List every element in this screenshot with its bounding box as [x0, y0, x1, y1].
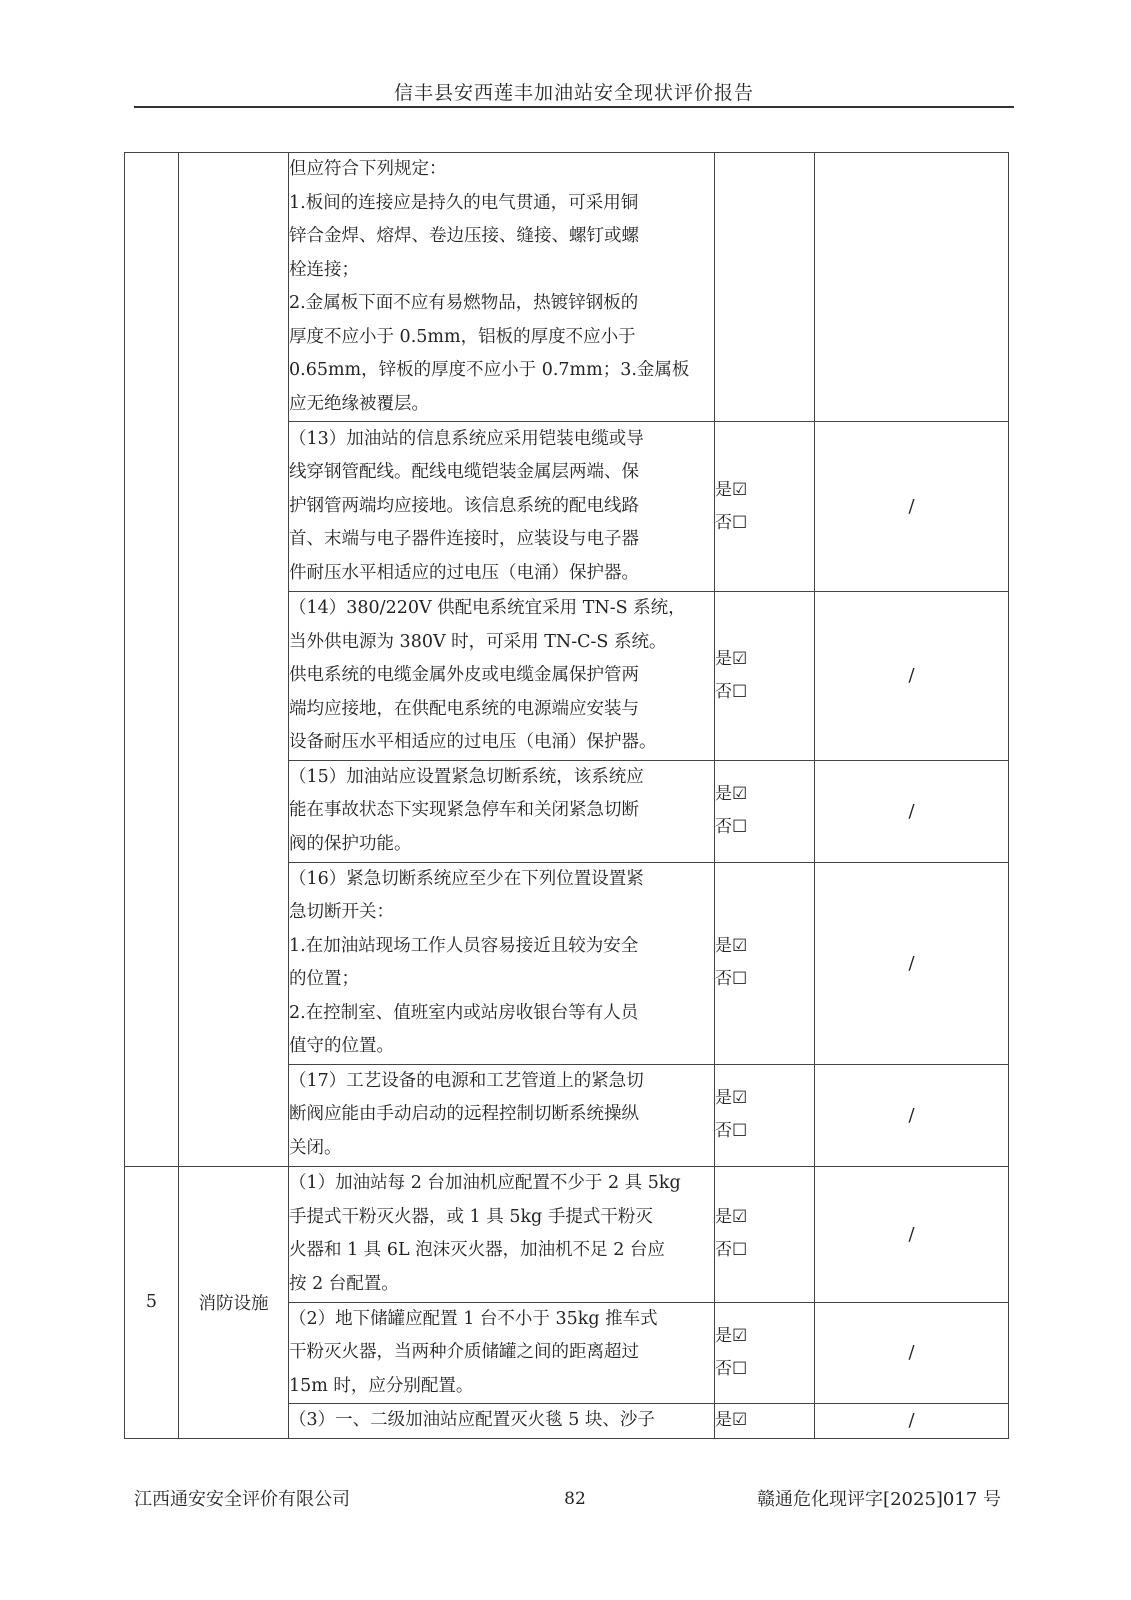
requirement-text: 断阀应能由手动启动的远程控制切断系统操纵 [289, 1104, 639, 1125]
requirement-text: 的位置； [289, 969, 359, 989]
requirement-text: 件耐压水平相适应的过电压（电涌）保护器。 [289, 562, 639, 583]
table-row [125, 153, 1009, 422]
requirement-cell [289, 760, 715, 862]
item-cell [179, 153, 289, 1167]
requirement-cell [289, 1404, 715, 1439]
result-cell [715, 592, 815, 761]
result-cell [715, 422, 815, 592]
requirement-text: （17）工艺设备的电源和工艺管道上的紧急切 [289, 1070, 644, 1091]
result-cell [715, 862, 815, 1064]
footer-doc-number: 赣通危化现评字[2025]017 号 [757, 1489, 1001, 1510]
footer-company: 江西通安安全评价有限公司 [134, 1489, 350, 1510]
remark-cell: / [815, 1166, 1009, 1302]
requirement-text: 能在事故状态下实现紧急停车和关闭紧急切断 [289, 800, 639, 821]
result-yes-checkbox: 是☑ [715, 1088, 748, 1108]
requirement-text: （16）紧急切断系统应至少在下列位置设置紧 [289, 868, 644, 889]
requirement-text: 端均应接地，在供配电系统的电源端应安装与 [289, 698, 639, 719]
requirement-text: 值守的位置。 [289, 1036, 394, 1056]
remark-cell: / [815, 760, 1009, 862]
result-yes-checkbox: 是☑ [715, 936, 748, 956]
requirement-text: 供电系统的电缆金属外皮或电缆金属保护管两 [289, 665, 639, 685]
requirement-text: 1.板间的连接应是持久的电气贯通，可采用铜 [289, 192, 639, 213]
requirement-text: 设备耐压水平相适应的过电压（电涌）保护器。 [289, 732, 657, 752]
remark-cell: / [815, 422, 1009, 592]
result-no-checkbox: 否☐ [715, 817, 748, 837]
table-row [125, 1166, 1009, 1302]
requirement-text: （3）一、二级加油站应配置灭火毯 5 块、沙子 [289, 1410, 655, 1430]
requirement-cell [289, 153, 715, 422]
result-yes-checkbox: 是☑ [715, 648, 748, 669]
result-cell [715, 1404, 815, 1439]
section-title: 消防设施 [179, 1166, 289, 1438]
result-no-checkbox: 否☐ [715, 1121, 748, 1141]
result-yes-checkbox: 是☑ [715, 784, 748, 804]
requirement-text: （15）加油站应设置紧急切断系统，该系统应 [289, 766, 644, 787]
requirement-cell [289, 592, 715, 761]
requirement-text: 阀的保护功能。 [289, 833, 412, 854]
requirement-text: （2）地下储罐应配置 1 台不小于 35kg 推车式 [289, 1308, 658, 1329]
requirement-text: 关闭。 [289, 1137, 342, 1158]
remark-cell: / [815, 1064, 1009, 1166]
requirement-text: 护钢管两端均应接地。该信息系统的配电线路 [289, 495, 639, 516]
section-number: 5 [125, 1166, 179, 1438]
result-cell [715, 760, 815, 862]
requirement-text: 急切断开关： [289, 902, 394, 922]
requirement-text: 应无绝缘被覆层。 [289, 393, 429, 414]
requirement-text: 但应符合下列规定： [289, 159, 447, 179]
serial-cell [125, 153, 179, 1167]
result-yes-checkbox: 是☑ [715, 1410, 748, 1431]
requirement-text: 15m 时，应分别配置。 [289, 1375, 474, 1396]
page-header: 信丰县安西莲丰加油站安全现状评价报告 [393, 82, 754, 104]
result-cell [715, 1166, 815, 1302]
result-yes-checkbox: 是☑ [715, 1325, 748, 1346]
result-yes-checkbox: 是☑ [715, 479, 748, 500]
result-cell [715, 1302, 815, 1404]
result-no-checkbox: 否☐ [715, 969, 748, 989]
requirement-cell [289, 1302, 715, 1404]
requirement-text: 当外供电源为 380V 时，可采用 TN-C-S 系统。 [289, 631, 667, 652]
page-number: 82 [564, 1489, 586, 1509]
evaluation-table [124, 152, 1009, 1439]
requirement-text: （14）380/220V 供配电系统宜采用 TN-S 系统， [289, 598, 686, 618]
requirement-text: 2.金属板下面不应有易燃物品，热镀锌钢板的 [289, 293, 639, 313]
requirement-text: 厚度不应小于 0.5mm，铝板的厚度不应小于 [289, 326, 636, 347]
requirement-text: 栓连接； [289, 259, 359, 280]
requirement-text: 线穿钢管配线。配线电缆铠装金属层两端、保 [289, 462, 639, 483]
requirement-text: 火器和 1 具 6L 泡沫灭火器，加油机不足 2 台应 [289, 1240, 665, 1260]
result-no-checkbox: 否☐ [715, 681, 748, 702]
requirement-text: （13）加油站的信息系统应采用铠装电缆或导 [289, 428, 644, 449]
result-no-checkbox: 否☐ [715, 1358, 748, 1379]
requirement-cell [289, 1064, 715, 1166]
requirement-text: 干粉灭火器，当两种介质储罐之间的距离超过 [289, 1342, 639, 1362]
header-rule [134, 106, 1014, 108]
remark-cell [815, 153, 1009, 422]
result-cell [715, 1064, 815, 1166]
remark-cell: / [815, 862, 1009, 1064]
result-yes-checkbox: 是☑ [715, 1207, 748, 1227]
requirement-text: 2.在控制室、值班室内或站房收银台等有人员 [289, 1002, 639, 1023]
requirement-text: 0.65mm，锌板的厚度不应小于 0.7mm；3.金属板 [289, 360, 690, 380]
remark-cell: / [815, 592, 1009, 761]
requirement-text: （1）加油站每 2 台加油机应配置不少于 2 具 5kg [289, 1173, 681, 1193]
requirement-text: 首、末端与电子器件连接时，应装设与电子器 [289, 529, 639, 550]
requirement-text: 按 2 台配置。 [289, 1273, 399, 1294]
remark-cell: / [815, 1302, 1009, 1404]
requirement-text: 1.在加油站现场工作人员容易接近且较为安全 [289, 935, 639, 956]
result-no-checkbox: 否☐ [715, 1240, 748, 1260]
remark-cell: / [815, 1404, 1009, 1439]
requirement-text: 锌合金焊、熔焊、卷边压接、缝接、螺钉或螺 [289, 226, 639, 246]
requirement-cell [289, 1166, 715, 1302]
requirement-cell [289, 862, 715, 1064]
result-no-checkbox: 否☐ [715, 512, 748, 533]
requirement-cell [289, 422, 715, 592]
requirement-text: 手提式干粉灭火器，或 1 具 5kg 手提式干粉灭 [289, 1206, 653, 1227]
result-cell [715, 153, 815, 422]
